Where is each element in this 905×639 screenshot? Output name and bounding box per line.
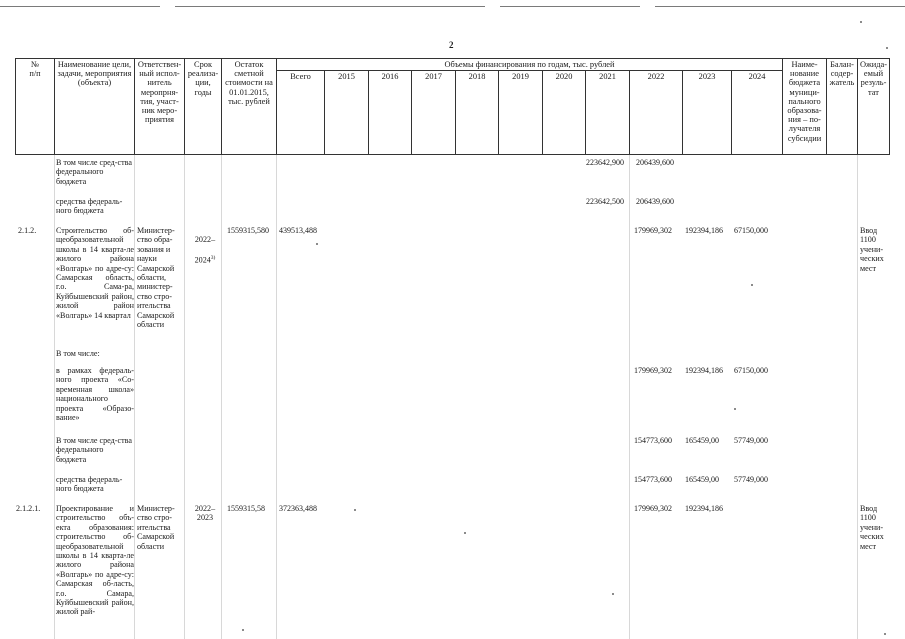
header-budget-name: Наиме-нование бюджета муници-пального образова-ния – по-лучателя субсидии: [782, 58, 827, 155]
column-guide: [857, 155, 858, 639]
row-remainder: 1559315,58: [227, 504, 265, 513]
header-year-2015: 2015: [324, 70, 369, 155]
row-name: в рамках федераль-ного проекта «Со-временная школа» национального проекта «Образо-вание»: [56, 366, 134, 423]
row-name: Проектирование и строительство объ-екта образования: строительство об-щеобразовательной школы в 14 кварта-ле жилого района «Волгарь» по адре-су: Самарская об-ласть, г.о. Самара, Куйбышевский район, жилой рай-: [56, 504, 134, 617]
header-funding: Объемы финансирования по годам, тыс. рублей: [276, 58, 783, 71]
scan-speck: [354, 509, 356, 511]
row-value-2022: 179969,302: [634, 504, 672, 513]
header-year-2019: 2019: [498, 70, 543, 155]
row-value-2021: 223642,900: [586, 158, 624, 167]
row-result: Ввод 1100 учени-ческих мест: [860, 226, 884, 273]
row-name: Строительство об-щеобразовательной школы в 14 кварта-ле жилого района «Волгарь» по адре-су: Самарская область, г.о. Сама-ра, Куйбышевский район, жилой район «Волгарь» 14 квартал: [56, 226, 134, 320]
column-guide: [221, 155, 222, 639]
row-term: 2022– 2023: [194, 504, 216, 523]
row-value-2024: 57749,000: [734, 436, 768, 445]
row-result: Ввод 1100 учени-ческих мест: [860, 504, 884, 551]
scan-speck: [734, 408, 736, 410]
header-year-2016: 2016: [368, 70, 412, 155]
row-responsible: Министер-ство стро-ительства Самарской области: [137, 504, 175, 551]
header-name: Наименование цели, задачи, мероприятия (объекта): [54, 58, 135, 155]
row-name: В том числе сред-ства федерального бюджета: [56, 158, 132, 186]
column-guide: [629, 155, 630, 639]
scan-speck: [751, 284, 753, 286]
row-term: [189, 226, 221, 265]
header-responsible: Ответствен-ный испол-нитель меропрня-тия, участ-ник меро-приятия: [134, 58, 185, 155]
row-number: 2.1.2.1.: [16, 504, 41, 513]
row-value-2023: 192394,186: [685, 366, 723, 375]
column-guide: [54, 155, 55, 639]
scan-speck: [886, 47, 888, 49]
row-value-2022: 206439,600: [636, 158, 674, 167]
header-total: Всего: [276, 70, 325, 155]
row-term-end: 2024: [194, 255, 211, 265]
scan-speck: [612, 593, 614, 595]
row-number: 2.1.2.: [18, 226, 37, 235]
row-total: 439513,488: [279, 226, 317, 235]
column-guide: [134, 155, 135, 639]
row-value-2022: 179969,302: [634, 226, 672, 235]
column-guide: [276, 155, 277, 639]
scan-top-rule: [0, 0, 905, 10]
row-name: средства федераль-ного бюджета: [56, 475, 123, 494]
row-value-2024: 57749,000: [734, 475, 768, 484]
row-value-2022: 154773,600: [634, 436, 672, 445]
header-term: Срок реализа-ции, годы: [184, 58, 222, 155]
scan-speck: [316, 243, 318, 245]
page-number: 2: [449, 40, 454, 50]
header-holder: Балан-содер-жатель: [826, 58, 858, 155]
header-year-2018: 2018: [455, 70, 499, 155]
row-name: средства федераль-ного бюджета: [56, 197, 123, 216]
row-term-start: 2022–: [194, 235, 216, 245]
row-name: В том числе сред-ства федерального бюджета: [56, 436, 132, 464]
row-name: В том числе:: [56, 349, 100, 358]
row-value-2022: 206439,600: [636, 197, 674, 206]
column-guide: [184, 155, 185, 639]
row-responsible: Министер-ство обра-зования и науки Самарской области, министер-ство стро-ительства Самарской области: [137, 226, 175, 330]
row-value-2023: 192394,186: [685, 504, 723, 513]
header-result: Ожида-емый резуль-тат: [857, 58, 890, 155]
header-remainder: Остаток сметной стоимости на 01.01.2015, тыс. рублей: [221, 58, 277, 155]
row-total: 372363,488: [279, 504, 317, 513]
header-year-2024: 2024: [731, 70, 783, 155]
row-value-2023: 165459,00: [685, 475, 719, 484]
row-value-2023: 192394,186: [685, 226, 723, 235]
scan-speck: [860, 21, 862, 23]
scan-speck: [464, 532, 466, 534]
row-remainder: 1559315,580: [227, 226, 269, 235]
scan-speck: [242, 629, 244, 631]
row-value-2022: 154773,600: [634, 475, 672, 484]
row-value-2022: 179969,302: [634, 366, 672, 375]
row-value-2024: 67150,000: [734, 366, 768, 375]
row-value-2024: 67150,000: [734, 226, 768, 235]
header-year-2017: 2017: [411, 70, 456, 155]
footnote-mark: 3): [210, 255, 216, 262]
header-year-2022: 2022: [629, 70, 683, 155]
row-value-2021: 223642,500: [586, 197, 624, 206]
row-value-2023: 165459,00: [685, 436, 719, 445]
header-year-2021: 2021: [585, 70, 630, 155]
header-year-2020: 2020: [542, 70, 586, 155]
scan-speck: [884, 633, 886, 635]
header-year-2023: 2023: [682, 70, 732, 155]
header-num: № п/п: [15, 58, 55, 155]
